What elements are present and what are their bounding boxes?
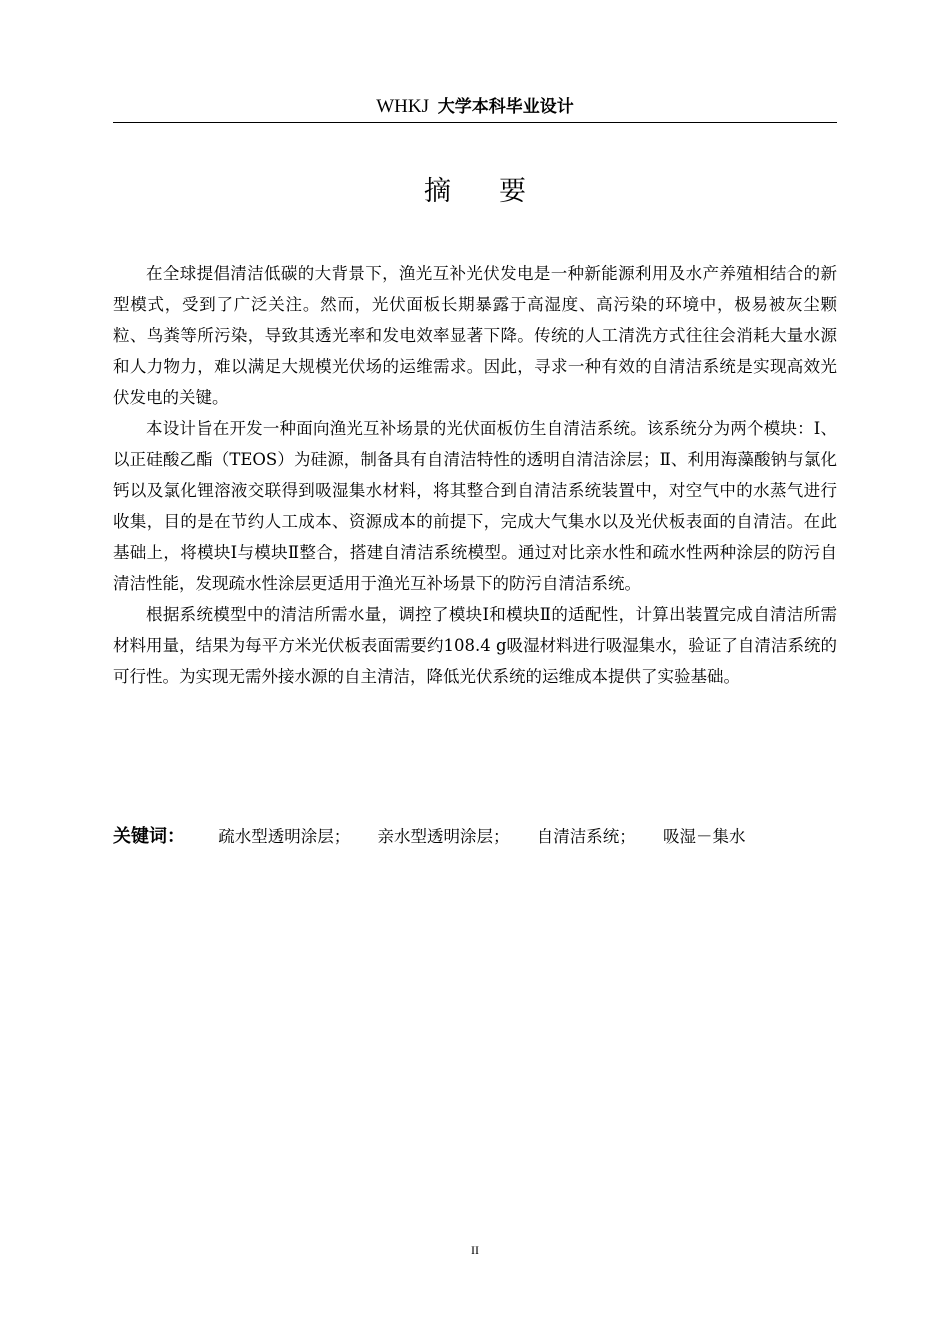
page-number: II: [471, 1243, 479, 1257]
abstract-paragraph: 在全球提倡清洁低碳的大背景下，渔光互补光伏发电是一种新能源利用及水产养殖相结合的新型模式，受到了广泛关注。然而，光伏面板长期暴露于高湿度、高污染的环境中，极易被灰尘颗粒、鸟粪等所污染，导致其透光率和发电效率显著下降。传统的人工清洗方式往往会消耗大量水源和人力物力，难以满足大规模光伏场的运维需求。因此，寻求一种有效的自清洁系统是实现高效光伏发电的关键。: [113, 264, 837, 407]
header-school-name: WHKJ: [376, 96, 430, 117]
keyword-item: 吸湿－集水: [663, 827, 746, 846]
page-title: 摘要: [424, 176, 574, 207]
keyword-item: 亲水型透明涂层；: [377, 827, 510, 846]
keywords-line: [113, 822, 837, 852]
abstract-body: [113, 258, 837, 692]
abstract-paragraph: 本设计旨在开发一种面向渔光互补场景的光伏面板仿生自清洁系统。该系统分为两个模块：Ⅰ、以正硅酸乙酯（TEOS）为硅源，制备具有自清洁特性的透明自清洁涂层；Ⅱ、利用海藻酸钠与氯化钙以及氯化锂溶液交联得到吸湿集水材料，将其整合到自清洁系统装置中，对空气中的水蒸气进行收集，目的是在节约人工成本、资源成本的前提下，完成大气集水以及光伏板表面的自清洁。在此基础上，将模块Ⅰ与模块Ⅱ整合，搭建自清洁系统模型。通过对比亲水性和疏水性两种涂层的防污自清洁性能，发现疏水性涂层更适用于渔光互补场景下的防污自清洁系统。: [113, 419, 837, 593]
page-header: [113, 94, 837, 123]
header-document-type: 大学本科毕业设计: [437, 97, 574, 117]
abstract-paragraph: 根据系统模型中的清洁所需水量，调控了模块Ⅰ和模块Ⅱ的适配性，计算出装置完成自清洁所需材料用量，结果为每平方米光伏板表面需要约108.4 g吸湿材料进行吸湿集水，验证了自清洁系统的可行性。为实现无需外接水源的自主清洁，降低光伏系统的运维成本提供了实验基础。: [113, 605, 837, 686]
keyword-item: 自清洁系统；: [536, 827, 636, 846]
keyword-item: 疏水型透明涂层；: [218, 827, 351, 846]
keywords-label: 关键词：: [113, 826, 185, 847]
